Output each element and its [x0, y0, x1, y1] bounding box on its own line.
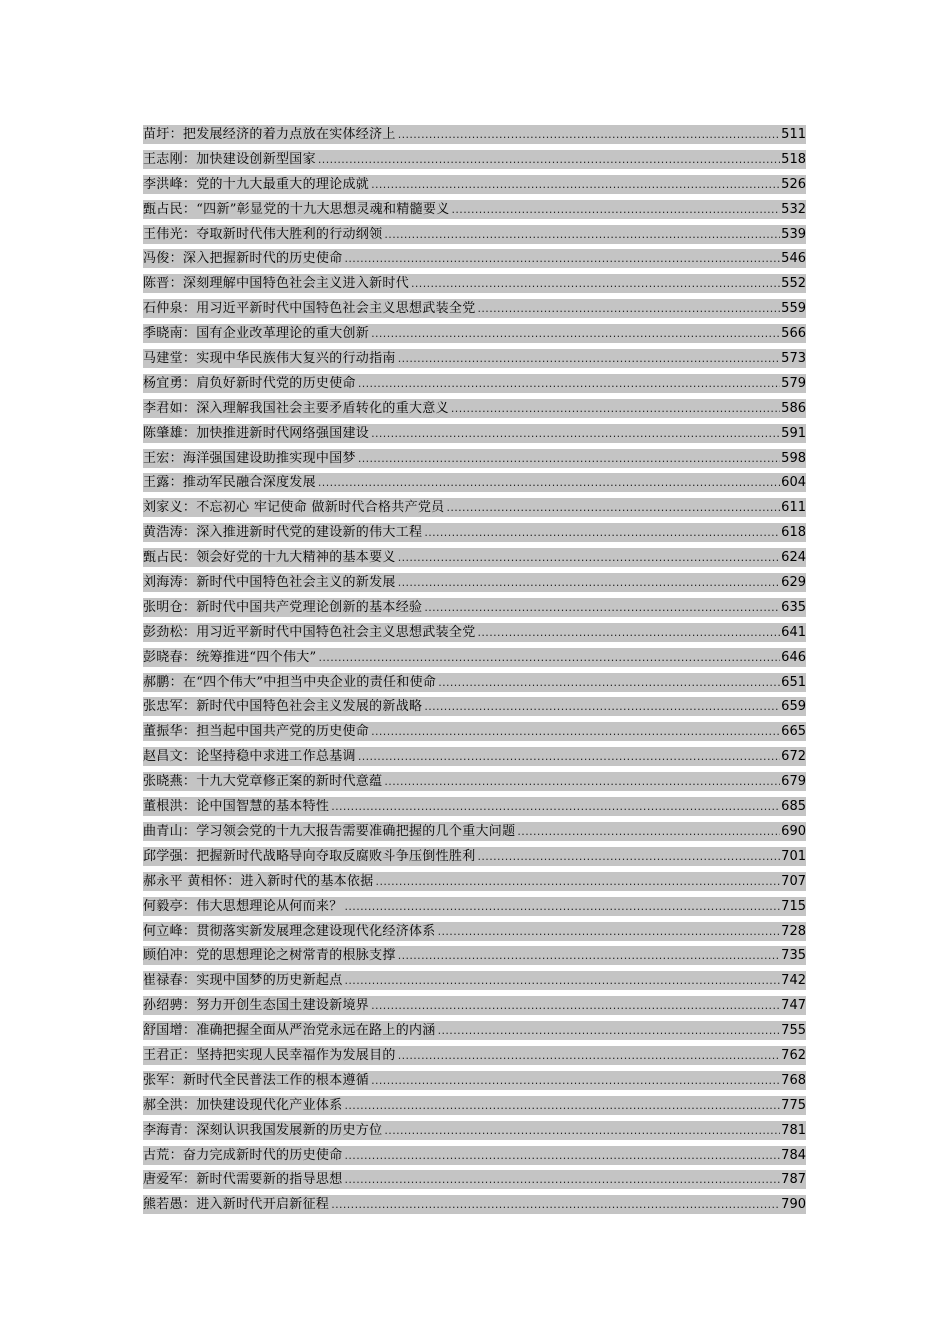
toc-entry[interactable]	[143, 399, 806, 418]
toc-entry-title: 曲青山：学习领会党的十九大报告需要准确把握的几个重大问题	[143, 823, 516, 839]
toc-entry-page-number: 559	[781, 301, 806, 317]
toc-entry-page-number: 679	[781, 774, 806, 790]
dot-leader	[358, 374, 780, 393]
toc-entry-page-number: 646	[781, 649, 806, 665]
toc-entry-page-number: 742	[781, 973, 806, 989]
dot-leader	[358, 449, 780, 468]
toc-entry[interactable]	[143, 697, 806, 716]
dot-leader	[371, 175, 780, 194]
dot-leader	[319, 648, 781, 667]
dot-leader	[424, 697, 780, 716]
toc-entry-page-number: 604	[781, 475, 806, 491]
toc-entry-title: 张忠军：新时代中国特色社会主义发展的新战略	[143, 699, 423, 715]
toc-entry-title: 崔禄春：实现中国梦的历史新起点	[143, 973, 343, 989]
dot-leader	[424, 598, 780, 617]
toc-entry[interactable]	[143, 274, 806, 293]
dot-leader	[371, 324, 780, 343]
toc-entry[interactable]	[143, 747, 806, 766]
toc-entry-title: 赵昌文：论坚持稳中求进工作总基调	[143, 749, 356, 765]
toc-entry-page-number: 618	[781, 525, 806, 541]
toc-entry[interactable]	[143, 872, 806, 891]
toc-entry[interactable]	[143, 175, 806, 194]
toc-entry-title: 舒国增：准确把握全面从严治党永远在路上的内涵	[143, 1023, 436, 1039]
dot-leader	[478, 847, 781, 866]
dot-leader	[384, 1121, 780, 1140]
dot-leader	[424, 523, 780, 542]
toc-entry-title: 王伟光：夺取新时代伟大胜利的行动纲领	[143, 226, 383, 242]
dot-leader	[438, 1021, 781, 1040]
dot-leader	[452, 200, 781, 219]
toc-entry-title: 古荒：奋力完成新时代的历史使命	[143, 1147, 343, 1163]
toc-entry[interactable]	[143, 449, 806, 468]
dot-leader	[318, 150, 780, 169]
toc-entry-page-number: 784	[781, 1147, 806, 1163]
toc-entry-title: 甄占民：领会好党的十九大精神的基本要义	[143, 550, 396, 566]
toc-entry-page-number: 790	[781, 1197, 806, 1213]
toc-entry-title: 黄浩涛：深入推进新时代党的建设新的伟大工程	[143, 525, 423, 541]
dot-leader	[331, 1195, 780, 1214]
toc-entry[interactable]	[143, 125, 806, 144]
toc-entry[interactable]	[143, 772, 806, 791]
toc-entry[interactable]	[143, 548, 806, 567]
toc-entry-title: 冯俊：深入把握新时代的历史使命	[143, 251, 343, 267]
toc-entry[interactable]	[143, 324, 806, 343]
dot-leader	[451, 399, 780, 418]
toc-entry[interactable]	[143, 673, 806, 692]
toc-entry-title: 邱学强：把握新时代战略导向夺取反腐败斗争压倒性胜利	[143, 848, 476, 864]
toc-entry-title: 季晓南：国有企业改革理论的重大创新	[143, 326, 370, 342]
toc-entry-title: 孙绍骋：努力开创生态国土建设新境界	[143, 998, 370, 1014]
toc-entry-title: 张明仓：新时代中国共产党理论创新的基本经验	[143, 599, 423, 615]
toc-entry-page-number: 624	[781, 550, 806, 566]
toc-entry[interactable]	[143, 1021, 806, 1040]
toc-entry[interactable]	[143, 374, 806, 393]
dot-leader	[384, 225, 780, 244]
toc-entry[interactable]	[143, 299, 806, 318]
toc-entry-page-number: 775	[781, 1097, 806, 1113]
toc-entry[interactable]	[143, 200, 806, 219]
toc-entry-title: 彭晓春：统筹推进“四个伟大”	[143, 649, 317, 665]
toc-entry[interactable]	[143, 573, 806, 592]
toc-entry-title: 李君如：深入理解我国社会主要矛盾转化的重大意义	[143, 400, 449, 416]
toc-entry[interactable]	[143, 1170, 806, 1189]
toc-entry-title: 杨宜勇：肩负好新时代党的历史使命	[143, 375, 356, 391]
dot-leader	[398, 125, 780, 144]
toc-entry-title: 董振华：担当起中国共产党的历史使命	[143, 724, 370, 740]
toc-entry-page-number: 566	[781, 326, 806, 342]
toc-entry-page-number: 747	[781, 998, 806, 1014]
toc-entry-page-number: 598	[781, 450, 806, 466]
toc-entry[interactable]	[143, 897, 806, 916]
toc-entry[interactable]	[143, 922, 806, 941]
dot-leader	[478, 299, 781, 318]
toc-entry[interactable]	[143, 996, 806, 1015]
toc-entry[interactable]	[143, 1121, 806, 1140]
toc-entry-page-number: 611	[781, 500, 806, 516]
toc-entry-page-number: 672	[781, 749, 806, 765]
dot-leader	[345, 971, 781, 990]
toc-entry-title: 李海青：深刻认识我国发展新的历史方位	[143, 1122, 383, 1138]
toc-entry-page-number: 532	[781, 201, 806, 217]
toc-entry-page-number: 715	[781, 898, 806, 914]
toc-entry[interactable]	[143, 847, 806, 866]
toc-entry-title: 顾伯冲：党的思想理论之树常青的根脉支撑	[143, 948, 396, 964]
dot-leader	[438, 922, 781, 941]
toc-entry-page-number: 546	[781, 251, 806, 267]
toc-entry[interactable]	[143, 1096, 806, 1115]
toc-entry-title: 唐爱军：新时代需要新的指导思想	[143, 1172, 343, 1188]
dot-leader	[517, 822, 780, 841]
toc-entry-page-number: 690	[781, 823, 806, 839]
toc-entry-page-number: 511	[781, 127, 806, 142]
toc-entry[interactable]	[143, 722, 806, 741]
toc-entry-title: 王志刚：加快建设创新型国家	[143, 151, 316, 167]
toc-entry[interactable]	[143, 473, 806, 492]
toc-entry-page-number: 762	[781, 1047, 806, 1063]
toc-entry-page-number: 768	[781, 1072, 806, 1088]
toc-entry-page-number: 787	[781, 1172, 806, 1188]
dot-leader	[371, 722, 780, 741]
dot-leader	[446, 498, 780, 517]
dot-leader	[331, 797, 780, 816]
toc-entry-page-number: 539	[781, 226, 806, 242]
toc-entry-page-number: 629	[781, 575, 806, 591]
dot-leader	[411, 274, 780, 293]
toc-entry-title: 石仲泉：用习近平新时代中国特色社会主义思想武装全党	[143, 301, 476, 317]
toc-entry-title: 刘家义：不忘初心 牢记使命 做新时代合格共产党员	[143, 500, 445, 516]
dot-leader	[358, 747, 780, 766]
dot-leader	[371, 996, 780, 1015]
toc-entry-title: 郝鹏：在“四个伟大”中担当中央企业的责任和使命	[143, 674, 437, 690]
toc-entry-page-number: 635	[781, 599, 806, 615]
dot-leader	[345, 1170, 781, 1189]
toc-entry-title: 王君正：坚持把实现人民幸福作为发展目的	[143, 1047, 396, 1063]
toc-entry-page-number: 659	[781, 699, 806, 715]
toc-entry[interactable]	[143, 623, 806, 642]
toc-entry-title: 苗圩：把发展经济的着力点放在实体经济上	[143, 127, 396, 142]
dot-leader	[345, 897, 781, 916]
toc-entry-page-number: 526	[781, 176, 806, 192]
toc-entry[interactable]	[143, 225, 806, 244]
toc-entry[interactable]	[143, 1195, 806, 1214]
toc-entry[interactable]	[143, 424, 806, 443]
toc-entry-title: 马建堂：实现中华民族伟大复兴的行动指南	[143, 351, 396, 367]
dot-leader	[371, 1071, 780, 1090]
dot-leader	[345, 1146, 781, 1165]
dot-leader	[398, 548, 780, 567]
toc-entry-title: 熊若愚：进入新时代开启新征程	[143, 1197, 330, 1213]
toc-entry-title: 王宏：海洋强国建设助推实现中国梦	[143, 450, 356, 466]
toc-entry-title: 陈肇雄：加快推进新时代网络强国建设	[143, 425, 370, 441]
toc-entry-page-number: 685	[781, 799, 806, 815]
dot-leader	[478, 623, 781, 642]
dot-leader	[371, 424, 780, 443]
toc-entry-title: 张晓燕：十九大党章修正案的新时代意蕴	[143, 774, 383, 790]
toc-entry[interactable]	[143, 648, 806, 667]
toc-entry[interactable]	[143, 1146, 806, 1165]
toc-entry-title: 王露：推动军民融合深度发展	[143, 475, 316, 491]
toc-entry-page-number: 735	[781, 948, 806, 964]
toc-entry-page-number: 707	[781, 873, 806, 889]
table-of-contents	[143, 125, 806, 1220]
toc-entry[interactable]	[143, 1071, 806, 1090]
toc-entry[interactable]	[143, 822, 806, 841]
dot-leader	[398, 946, 780, 965]
toc-entry[interactable]	[143, 946, 806, 965]
toc-entry-title: 陈晋：深刻理解中国特色社会主义进入新时代	[143, 276, 410, 292]
toc-entry[interactable]	[143, 1046, 806, 1065]
dot-leader	[438, 673, 780, 692]
toc-entry-page-number: 573	[781, 351, 806, 367]
toc-entry[interactable]	[143, 797, 806, 816]
dot-leader	[398, 1046, 780, 1065]
toc-entry[interactable]	[143, 498, 806, 517]
toc-entry-page-number: 552	[781, 276, 806, 292]
toc-entry[interactable]	[143, 598, 806, 617]
toc-entry-title: 郝全洪：加快建设现代化产业体系	[143, 1097, 343, 1113]
toc-entry-page-number: 781	[781, 1122, 806, 1138]
toc-entry-page-number: 755	[781, 1023, 806, 1039]
toc-entry-title: 张军：新时代全民普法工作的根本遵循	[143, 1072, 370, 1088]
toc-entry-title: 董根洪：论中国智慧的基本特性	[143, 799, 330, 815]
toc-entry-page-number: 641	[781, 624, 806, 640]
dot-leader	[384, 772, 780, 791]
toc-entry[interactable]	[143, 523, 806, 542]
toc-entry-page-number: 518	[781, 151, 806, 167]
dot-leader	[318, 473, 780, 492]
toc-entry-page-number: 665	[781, 724, 806, 740]
toc-entry-title: 刘海涛：新时代中国特色社会主义的新发展	[143, 575, 396, 591]
toc-entry[interactable]	[143, 150, 806, 169]
toc-entry-page-number: 591	[781, 425, 806, 441]
toc-entry-title: 郝永平 黄相怀：进入新时代的基本依据	[143, 873, 374, 889]
toc-entry[interactable]	[143, 249, 806, 268]
toc-entry-page-number: 586	[781, 400, 806, 416]
toc-entry-title: 彭劲松：用习近平新时代中国特色社会主义思想武装全党	[143, 624, 476, 640]
toc-entry-title: 何毅亭：伟大思想理论从何而来？	[143, 898, 343, 914]
toc-entry-title: 李洪峰：党的十九大最重大的理论成就	[143, 176, 370, 192]
toc-entry-page-number: 579	[781, 375, 806, 391]
dot-leader	[376, 872, 781, 891]
dot-leader	[398, 349, 780, 368]
toc-entry-title: 何立峰：贯彻落实新发展理念建设现代化经济体系	[143, 923, 436, 939]
toc-entry-page-number: 701	[781, 848, 806, 864]
dot-leader	[345, 1096, 781, 1115]
dot-leader	[345, 249, 781, 268]
toc-entry-page-number: 728	[781, 923, 806, 939]
toc-entry[interactable]	[143, 349, 806, 368]
toc-entry-title: 甄占民：“四新”彰显党的十九大思想灵魂和精髓要义	[143, 201, 450, 217]
toc-entry-page-number: 651	[781, 674, 806, 690]
toc-entry[interactable]	[143, 971, 806, 990]
dot-leader	[398, 573, 780, 592]
